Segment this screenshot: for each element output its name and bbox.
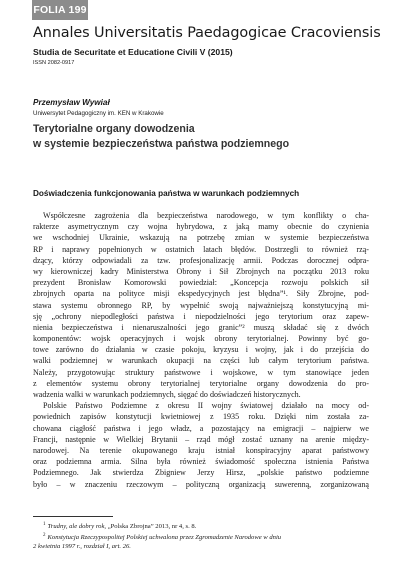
body-line: rakterze asymetrycznym czy wojna hybrydowa, z jaką mamy obecnie do czynienia [33, 222, 369, 232]
body-line: stawa systemu obronnego RP, by wypełnić swoją najważniejszą konstytucyjną mi- [33, 300, 369, 310]
issn: ISSN 2082-0917 [33, 60, 75, 66]
footnote-number: 1 [43, 522, 46, 527]
body-line: chowana ciągłość państwa i jego władz, a pozostający na emigracji – najpierw we [33, 423, 369, 433]
body-line: walki podziemnej w warunkach okupacji na części lub całym terytorium państwa. [33, 356, 369, 366]
body-line: dzący, którzy odpowiadali za tzw. profesjonalizację armii. Podczas dorocznej odpra- [33, 255, 369, 265]
footnote-number: 2 [43, 533, 46, 539]
body-line: z elementów systemu obrony terytorialnej terytorialne organy dowodzenia do pro- [33, 378, 369, 388]
article-title-line: w systemie bezpieczeństwa państwa podziemnego [33, 137, 290, 150]
journal-subtitle: Studia de Securitate et Educatione Civili V (2015) [33, 47, 233, 57]
body-line: sję „ochrony niepodległości państwa i niepodzielności jego terytorium oraz zapew- [33, 311, 369, 321]
footnote-source-title: Trudny, ale dobry rok [47, 523, 105, 531]
journal-title: Annales Universitatis Paedagogicae Cracoviensis [33, 25, 381, 41]
footnote-2 [33, 531, 369, 542]
footnotes [33, 520, 369, 551]
body-line: prezydent Bronisław Komorowski powiedział: „Koncepcja rozwoju polskich sił [33, 278, 369, 288]
footnote-source-title: Konstytucja Rzeczypospolitej Polskiej uchwalona przez Zgromadzenie Narodowe w dniu [47, 534, 282, 542]
body-line: wy kierowniczej kadry Ministerstwa Obrony i Sił Zbrojnych na początku 2013 roku [33, 266, 369, 276]
body-line: oraz podziemna armia. Silna była również świadomość społeczna istnienia Państwa [33, 457, 369, 467]
body-line: RP i naprawy popełnionych w ostatnich latach błędów. Dostrzegli to również rzą- [33, 244, 369, 254]
body-line: wadzenia walki w warunkach podziemnych, sięgać do doświadczeń historycznych. [33, 390, 301, 399]
article-title-line: Terytorialne organy dowodzenia [33, 123, 195, 135]
footnote-divider [33, 516, 113, 517]
body-text [33, 210, 369, 490]
body-line: towe zarówno do działania w czasie pokoju, kryzysu i wojny, jak i do przejścia do [33, 345, 369, 355]
folia-label: FOLIA 199 [32, 0, 88, 20]
footnote-source-details: , rozdział I, art. 26. [80, 543, 131, 551]
body-line: komponentów: wojsk operacyjnych i wojsk obrony terytorialnej. Powinny być go- [33, 334, 369, 344]
body-line: Współczesne zagrożenia dla bezpieczeństwa narodowego, w tym konflikty o cha- [43, 211, 369, 220]
body-line: było – w znaczeniu rzeczowym – polityczną organizacją suwerenną, zorganizowaną [33, 479, 369, 489]
footnote-1 [33, 520, 369, 531]
body-line: Polskie Państwo Podziemne z okresu II wojny światowej działało na mocy od- [43, 401, 369, 411]
body-line: we wschodniej Ukrainie, wskazują na potrzebę zmian w systemie bezpieczeństwa [33, 233, 369, 243]
footnote-2-continuation [33, 542, 369, 551]
body-line: powiednich zapisów konstytucji kwietniowej z 1935 roku. Dzięki nim została za- [33, 412, 369, 422]
body-line: zbrojnych oparta na polityce misji ekspedycyjnych jest błędna”¹. Siły Zbrojne, pod- [33, 289, 369, 299]
footnote-source-title: 2 kwietnia 1997 r. [33, 543, 81, 551]
body-line: Podziemnego. Jak stwierdza Zbigniew Jerzy Hirsz, „polskie państwo podziemne [33, 468, 369, 478]
section-heading: Doświadczenia funkcjonowania państwa w warunkach podziemnych [33, 189, 300, 198]
body-line: Francji, następnie w Wielkiej Brytanii – rząd mógł zostać uznany na arenie między- [33, 434, 369, 444]
body-line: Należy, przygotowując struktury państwowe i wojskowe, w tym stanowiące jeden [33, 367, 369, 377]
body-line: narodowej. Na terenie okupowanego kraju istniał konspiracyjny aparat państwowy [33, 445, 369, 455]
body-line: nienia bezpieczeństwa i nienaruszalności jego granic”² muszą składać się z dwóch [33, 322, 369, 332]
author-affiliation: Uniwersytet Pedagogiczny im. KEN w Krakowie [33, 110, 164, 117]
author-name: Przemysław Wywiał [33, 98, 110, 107]
footnote-source-details: , „Polska Zbrojna” 2013, nr 4, s. 8. [104, 523, 197, 531]
article-title [33, 122, 289, 151]
